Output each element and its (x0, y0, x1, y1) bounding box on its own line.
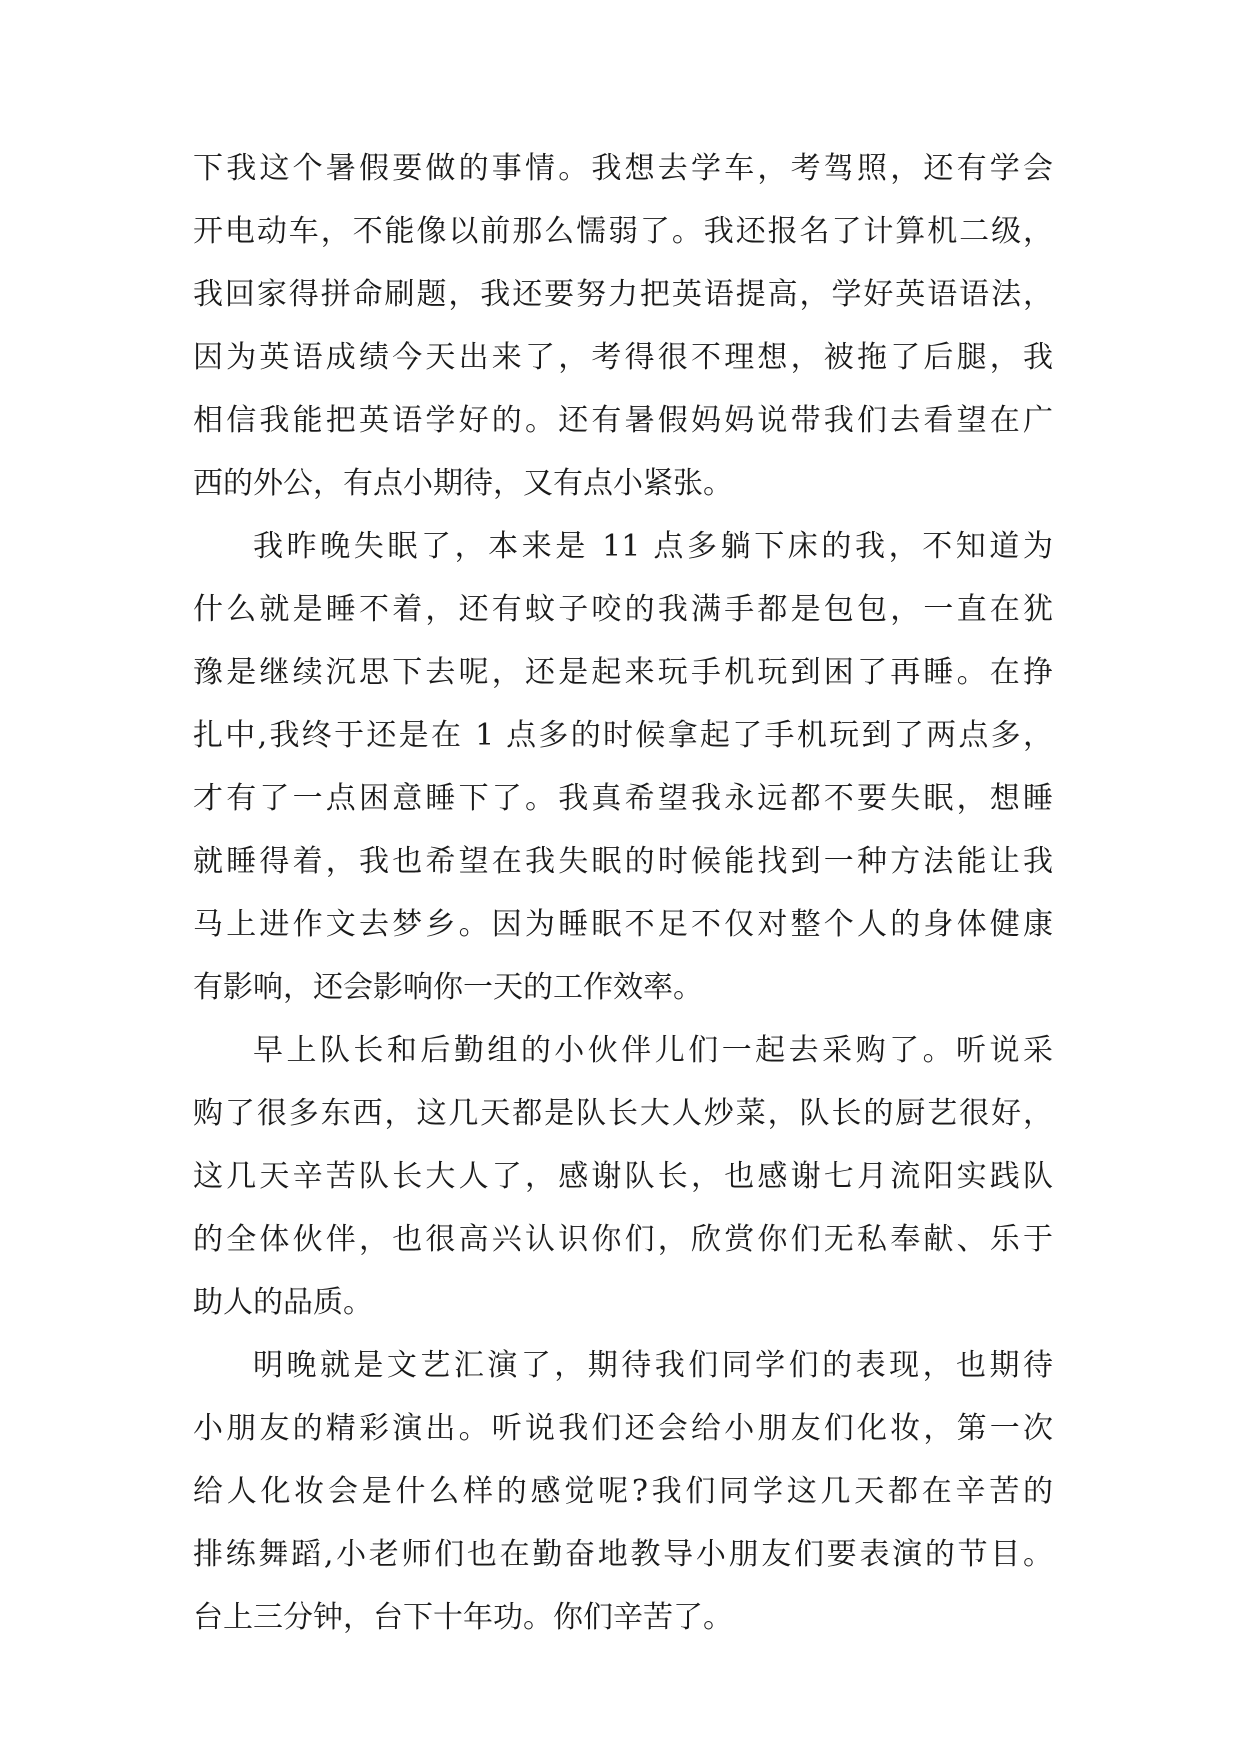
text-line: 这几天辛苦队长大人了，感谢队长，也感谢七月流阳实践队 (193, 1159, 1053, 1194)
text-line: 台上三分钟，台下十年功。你们辛苦了。 (193, 1600, 733, 1635)
text-line: 相信我能把英语学好的。还有暑假妈妈说带我们去看望在广 (193, 403, 1053, 438)
text-line: 才有了一点困意睡下了。我真希望我永远都不要失眠，想睡 (193, 781, 1053, 816)
text-line: 西的外公，有点小期待，又有点小紧张。 (193, 466, 733, 501)
text-line: 马上进作文去梦乡。因为睡眠不足不仅对整个人的身体健康 (193, 907, 1053, 942)
text-line: 小朋友的精彩演出。听说我们还会给小朋友们化妆，第一次 (193, 1411, 1053, 1446)
text-line: 开电动车，不能像以前那么懦弱了。我还报名了计算机二级， (193, 214, 1053, 249)
document-body (193, 151, 1053, 1666)
text-line: 下我这个暑假要做的事情。我想去学车，考驾照，还有学会 (193, 151, 1053, 186)
text-line: 有影响，还会影响你一天的工作效率。 (193, 970, 703, 1005)
text-line: 什么就是睡不着，还有蚊子咬的我满手都是包包，一直在犹 (193, 592, 1053, 627)
text-line: 豫是继续沉思下去呢，还是起来玩手机玩到困了再睡。在挣 (193, 655, 1053, 690)
text-line: 助人的品质。 (193, 1285, 373, 1320)
text-line: 早上队长和后勤组的小伙伴儿们一起去采购了。听说采 (253, 1033, 1053, 1068)
text-line: 购了很多东西，这几天都是队长大人炒菜，队长的厨艺很好， (193, 1096, 1053, 1131)
text-line: 的全体伙伴，也很高兴认识你们，欣赏你们无私奉献、乐于 (193, 1222, 1053, 1257)
text-line: 明晚就是文艺汇演了，期待我们同学们的表现，也期待 (253, 1348, 1053, 1383)
text-line: 因为英语成绩今天出来了，考得很不理想，被拖了后腿，我 (193, 340, 1053, 375)
text-line: 给人化妆会是什么样的感觉呢?我们同学这几天都在辛苦的 (193, 1474, 1053, 1509)
text-line: 就睡得着，我也希望在我失眠的时候能找到一种方法能让我 (193, 844, 1053, 879)
text-line: 我回家得拼命刷题，我还要努力把英语提高，学好英语语法， (193, 277, 1053, 312)
text-line: 我昨晚失眠了，本来是 11 点多躺下床的我，不知道为 (253, 529, 1053, 564)
text-line: 排练舞蹈,小老师们也在勤奋地教导小朋友们要表演的节目。 (193, 1537, 1053, 1572)
text-line: 扎中,我终于还是在 1 点多的时候拿起了手机玩到了两点多， (193, 718, 1053, 753)
